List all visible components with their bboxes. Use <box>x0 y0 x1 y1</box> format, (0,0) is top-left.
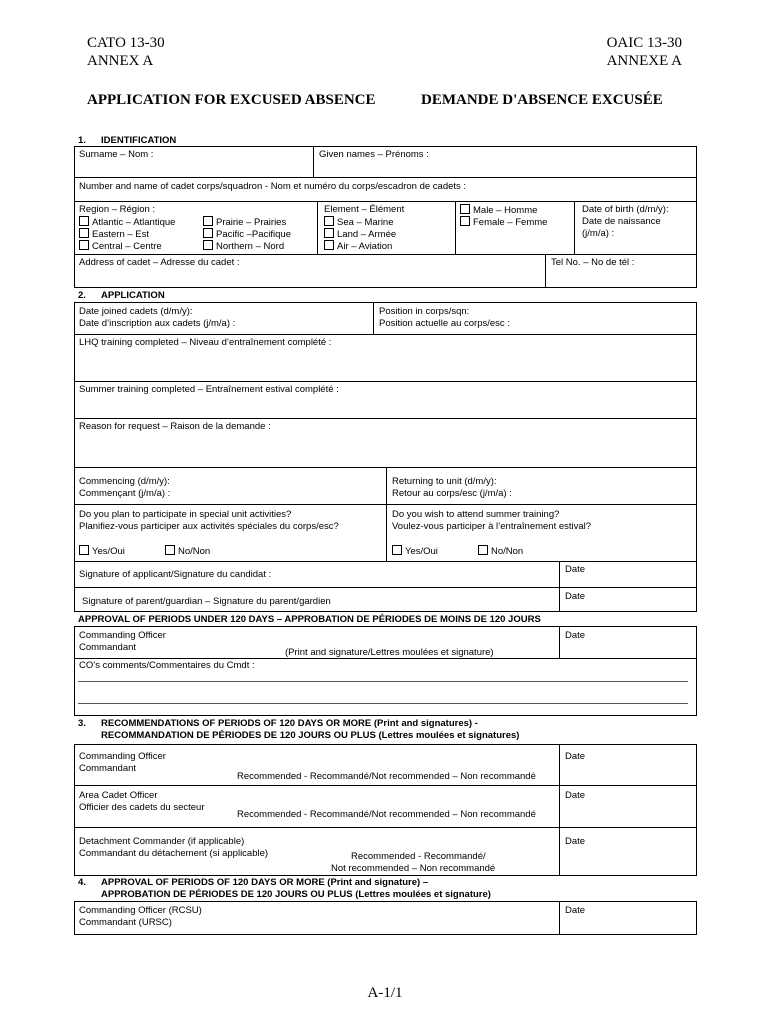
region-option-pacific[interactable]: Pacific –Pacifique <box>203 228 291 241</box>
summer-attend-question: Do you wish to attend summer training? Voulez-vous participer à l’entraînement estival? <box>392 509 592 532</box>
region-label: Region – Région : <box>79 204 156 215</box>
checkbox-icon[interactable] <box>392 545 402 555</box>
reason-field[interactable]: Reason for request – Raison de la demande : <box>79 421 271 432</box>
section-4-heading: APPROVAL OF PERIODS OF 120 DAYS OR MORE (Print and signature) – APPROBATION DE PÉRIODES DE 120 JOURS OU PLUS (Lettres moulées et signature) <box>101 877 491 900</box>
checkbox-icon[interactable] <box>79 228 89 238</box>
cato-number: CATO 13-30 <box>87 35 165 51</box>
region-option-atlantic[interactable]: Atlantic – Atlantique <box>79 216 175 229</box>
approval-under-heading: APPROVAL OF PERIODS UNDER 120 DAYS – APPROBATION DE PÉRIODES DE MOINS DE 120 JOURS <box>78 614 541 625</box>
lhq-training-field[interactable]: LHQ training completed – Niveau d’entraînement complété : <box>79 337 332 348</box>
checkbox-icon[interactable] <box>79 545 89 555</box>
checkbox-icon[interactable] <box>203 240 213 250</box>
telephone-field[interactable]: Tel No. – No de tél : <box>551 257 635 268</box>
checkbox-icon[interactable] <box>165 545 175 555</box>
summer-yes-option[interactable]: Yes/Oui <box>392 545 438 558</box>
special-no-option[interactable]: No/Non <box>165 545 210 558</box>
detachment-recommended[interactable]: Recommended - Recommandé/ <box>351 851 486 862</box>
position-field[interactable]: Position in corps/sqn: Position actuelle au corps/esc : <box>379 306 510 329</box>
element-option-air[interactable]: Air – Aviation <box>324 240 392 253</box>
area-date-field[interactable]: Date <box>565 790 586 801</box>
co-comments-field[interactable]: CO’s comments/Commentaires du Cmdt : <box>79 660 255 671</box>
rec-co-date-field[interactable]: Date <box>565 751 586 762</box>
detachment-not-recommended[interactable]: Not recommended – Non recommandé <box>331 863 496 874</box>
surname-field[interactable]: Surname – Nom : <box>79 149 154 160</box>
date-of-birth-field[interactable]: Date of birth (d/m/y): Date de naissance (j/m/a) : <box>582 204 669 239</box>
commencing-field[interactable]: Commencing (d/m/y): Commençant (j/m/a) : <box>79 476 171 499</box>
rcsu-date-field[interactable]: Date <box>565 905 586 916</box>
given-names-field[interactable]: Given names – Prénoms : <box>319 149 429 160</box>
title-fr: DEMANDE D'ABSENCE EXCUSÉE <box>421 92 663 108</box>
co-approval-field[interactable]: Commanding Officer Commandant <box>79 630 166 653</box>
region-option-northern[interactable]: Northern – Nord <box>203 240 284 253</box>
sex-option-male[interactable]: Male – Homme <box>460 204 537 217</box>
rcsu-co-field[interactable]: Commanding Officer (RCSU) Commandant (URSC) <box>79 905 202 928</box>
annex-label: ANNEX A <box>87 53 154 69</box>
applicant-signature-field[interactable]: Signature of applicant/Signature du candidat : <box>79 569 272 580</box>
checkbox-icon[interactable] <box>324 216 334 226</box>
element-option-sea[interactable]: Sea – Marine <box>324 216 394 229</box>
element-option-land[interactable]: Land – Armée <box>324 228 396 241</box>
rec-co-field[interactable]: Commanding Officer Commandant <box>79 751 166 774</box>
element-label: Element – Élément <box>324 204 405 215</box>
corps-field[interactable]: Number and name of cadet corps/squadron - Nom et numéro du corps/escadron de cadets : <box>79 181 467 192</box>
section-3-heading: RECOMMENDATIONS OF PERIODS OF 120 DAYS OR MORE (Print and signatures) - RECOMMANDATION DE PÉRIODES DE 120 JOURS OU PLUS (Lettres moulées et signatures) <box>101 718 520 741</box>
region-option-eastern[interactable]: Eastern – Est <box>79 228 149 241</box>
reference-left <box>87 34 165 70</box>
detachment-commander-field[interactable]: Detachment Commander (if applicable) Commandant du détachement (si applicable) <box>79 836 269 859</box>
checkbox-icon[interactable] <box>460 204 470 214</box>
title-en: APPLICATION FOR EXCUSED ABSENCE <box>87 92 376 108</box>
section-1-heading: IDENTIFICATION <box>101 135 177 146</box>
checkbox-icon[interactable] <box>478 545 488 555</box>
special-yes-option[interactable]: Yes/Oui <box>79 545 125 558</box>
checkbox-icon[interactable] <box>79 240 89 250</box>
applicant-date-field[interactable]: Date <box>565 564 586 575</box>
checkbox-icon[interactable] <box>460 216 470 226</box>
oaic-number: OAIC 13-30 <box>606 35 682 51</box>
summer-training-field[interactable]: Summer training completed – Entraînement estival complété : <box>79 384 339 395</box>
section-1-number: 1. <box>78 135 86 146</box>
address-field[interactable]: Address of cadet – Adresse du cadet : <box>79 257 240 268</box>
returning-field[interactable]: Returning to unit (d/m/y): Retour au corps/esc (j/m/a) : <box>392 476 512 499</box>
section-4-number: 4. <box>78 877 86 888</box>
section-2-heading: APPLICATION <box>101 290 165 301</box>
special-activities-question: Do you plan to participate in special unit activities? Planifiez-vous participer aux activités spéciales du corps/esc? <box>79 509 339 532</box>
co-approval-date-field[interactable]: Date <box>565 630 586 641</box>
summer-no-option[interactable]: No/Non <box>478 545 523 558</box>
print-signature-note: (Print and signature/Lettres moulées et signature) <box>285 647 494 658</box>
parent-signature-field[interactable]: Signature of parent/guardian – Signature du parent/gardien <box>82 596 331 607</box>
checkbox-icon[interactable] <box>324 240 334 250</box>
annexe-label: ANNEXE A <box>606 53 682 69</box>
section-2-number: 2. <box>78 290 86 301</box>
region-option-prairie[interactable]: Prairie – Prairies <box>203 216 286 229</box>
checkbox-icon[interactable] <box>79 216 89 226</box>
page-number: A-1/1 <box>367 985 403 1001</box>
area-recommendation[interactable]: Recommended - Recommandé/Not recommended – Non recommandé <box>237 809 536 820</box>
section-3-number: 3. <box>78 718 86 729</box>
region-option-central[interactable]: Central – Centre <box>79 240 162 253</box>
checkbox-icon[interactable] <box>324 228 334 238</box>
rec-co-recommendation[interactable]: Recommended - Recommandé/Not recommended – Non recommandé <box>237 771 536 782</box>
date-joined-field[interactable]: Date joined cadets (d/m/y): Date d’inscription aux cadets (j/m/a) : <box>79 306 236 329</box>
reference-right <box>607 34 682 70</box>
sex-option-female[interactable]: Female – Femme <box>460 216 547 229</box>
checkbox-icon[interactable] <box>203 216 213 226</box>
parent-date-field[interactable]: Date <box>565 591 586 602</box>
area-cadet-officer-field[interactable]: Area Cadet Officer Officier des cadets du secteur <box>79 790 205 813</box>
checkbox-icon[interactable] <box>203 228 213 238</box>
detachment-date-field[interactable]: Date <box>565 836 586 847</box>
